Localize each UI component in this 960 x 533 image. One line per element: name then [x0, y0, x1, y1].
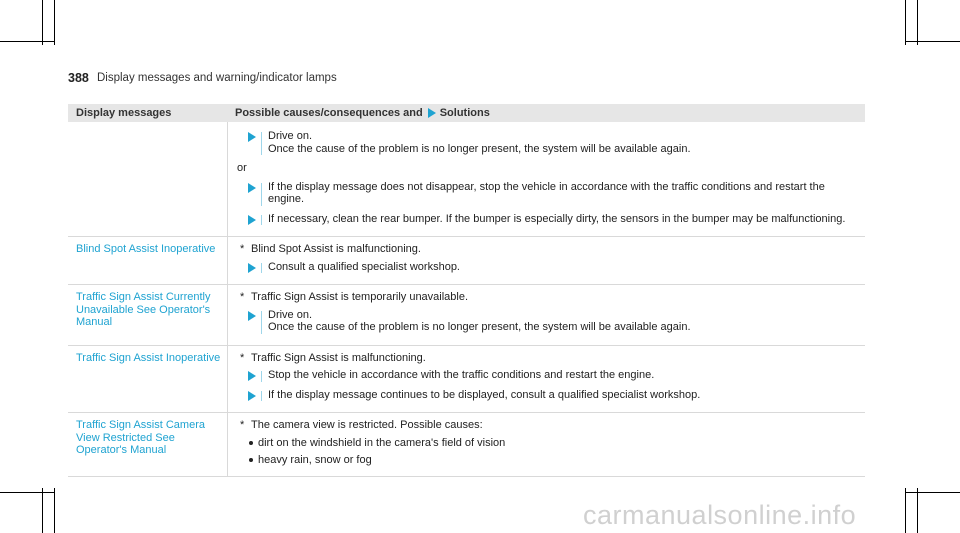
causes-solutions-cell	[228, 122, 865, 236]
bullet-icon	[249, 458, 253, 462]
step-bar	[261, 132, 262, 155]
step-bar	[261, 391, 262, 402]
solution-step	[237, 389, 857, 402]
causes-solutions-cell	[228, 413, 865, 476]
asterisk-icon: *	[240, 351, 245, 364]
step-bar	[261, 183, 262, 206]
arrow-right-icon	[248, 263, 256, 273]
crop-mark	[905, 41, 960, 42]
table-row	[68, 346, 865, 414]
causes-solutions-cell	[228, 237, 865, 284]
display-message-label: Traffic Sign Assist Currently Unavailable See Operator's Manual	[68, 285, 228, 345]
causes-solutions-cell	[228, 285, 865, 345]
cause-text: The camera view is restricted. Possible causes:	[251, 419, 483, 431]
crop-mark	[0, 492, 54, 493]
crop-mark	[0, 41, 54, 42]
cause-text: Traffic Sign Assist is malfunctioning.	[251, 351, 426, 364]
solution-step	[237, 213, 857, 226]
solution-step	[237, 181, 857, 206]
table-header	[68, 104, 865, 122]
crop-mark	[42, 0, 43, 45]
plain-text: or	[237, 162, 247, 174]
page-title: Display messages and warning/indicator lamps	[97, 72, 337, 84]
step-text: If necessary, clean the rear bumper. If the bumper is especially dirty, the sensors in the bumper may be malfunctioning.	[268, 212, 846, 225]
table-row	[68, 122, 865, 237]
display-message-label: Traffic Sign Assist Inoperative	[68, 346, 228, 413]
arrow-right-icon	[248, 183, 256, 193]
step-bar	[261, 311, 262, 334]
step-text: Consult a qualified specialist workshop.	[268, 260, 460, 273]
step-bar	[261, 215, 262, 226]
list-item	[237, 454, 857, 467]
cause-text: Blind Spot Assist is malfunctioning.	[251, 243, 421, 255]
crop-mark	[905, 488, 906, 533]
display-message-label	[68, 122, 228, 236]
crop-mark	[54, 0, 55, 45]
crop-mark	[905, 492, 960, 493]
step-text: Drive on. Once the cause of the problem is no longer present, the system will be available again.	[268, 308, 691, 333]
step-text: If the display message does not disappear, stop the vehicle in accordance with the traffic conditions and restart the engine.	[268, 180, 825, 205]
arrow-right-icon	[428, 108, 436, 118]
solution-step	[237, 130, 857, 155]
asterisk-icon: *	[240, 243, 245, 255]
header-causes-solutions	[228, 107, 865, 119]
step-text: Stop the vehicle in accordance with the traffic conditions and restart the engine.	[268, 369, 655, 381]
header-solutions-label: Solutions	[439, 107, 490, 119]
arrow-right-icon	[248, 371, 256, 381]
arrow-right-icon	[248, 311, 256, 321]
crop-mark	[905, 0, 906, 45]
messages-table	[68, 104, 865, 477]
crop-mark	[54, 488, 55, 533]
arrow-right-icon	[248, 132, 256, 142]
causes-solutions-cell	[228, 346, 865, 413]
solution-step	[237, 261, 857, 274]
step-bar	[261, 263, 262, 274]
header-display-messages: Display messages	[76, 107, 172, 119]
connector-text	[237, 162, 857, 175]
table-body	[68, 122, 865, 477]
list-item	[237, 437, 857, 450]
crop-mark	[917, 488, 918, 533]
table-row	[68, 285, 865, 346]
asterisk-icon: *	[240, 291, 245, 303]
table-row	[68, 413, 865, 477]
cause-text: Traffic Sign Assist is temporarily unavailable.	[251, 291, 469, 303]
watermark: carmanualsonline.info	[583, 500, 857, 530]
crop-mark	[917, 0, 918, 45]
solution-step	[237, 309, 857, 334]
cause-item	[237, 291, 857, 304]
bullet-text: heavy rain, snow or fog	[258, 454, 372, 466]
display-message-label: Traffic Sign Assist Camera View Restricted See Operator's Manual	[68, 413, 228, 476]
page-number: 388	[68, 71, 89, 85]
bullet-icon	[249, 441, 253, 445]
arrow-right-icon	[248, 215, 256, 225]
arrow-right-icon	[248, 391, 256, 401]
display-message-label: Blind Spot Assist Inoperative	[68, 237, 228, 284]
step-text: If the display message continues to be displayed, consult a qualified specialist workshop.	[268, 388, 701, 401]
asterisk-icon: *	[240, 419, 245, 431]
cause-item	[237, 352, 857, 365]
crop-mark	[42, 488, 43, 533]
table-row	[68, 237, 865, 285]
header-causes-label: Possible causes/consequences and	[235, 107, 423, 119]
step-text: Drive on. Once the cause of the problem is no longer present, the system will be available again.	[268, 130, 691, 155]
step-bar	[261, 371, 262, 382]
solution-step	[237, 369, 857, 382]
cause-item	[237, 243, 857, 256]
bullet-text: dirt on the windshield in the camera's field of vision	[258, 436, 506, 449]
cause-item	[237, 419, 857, 432]
